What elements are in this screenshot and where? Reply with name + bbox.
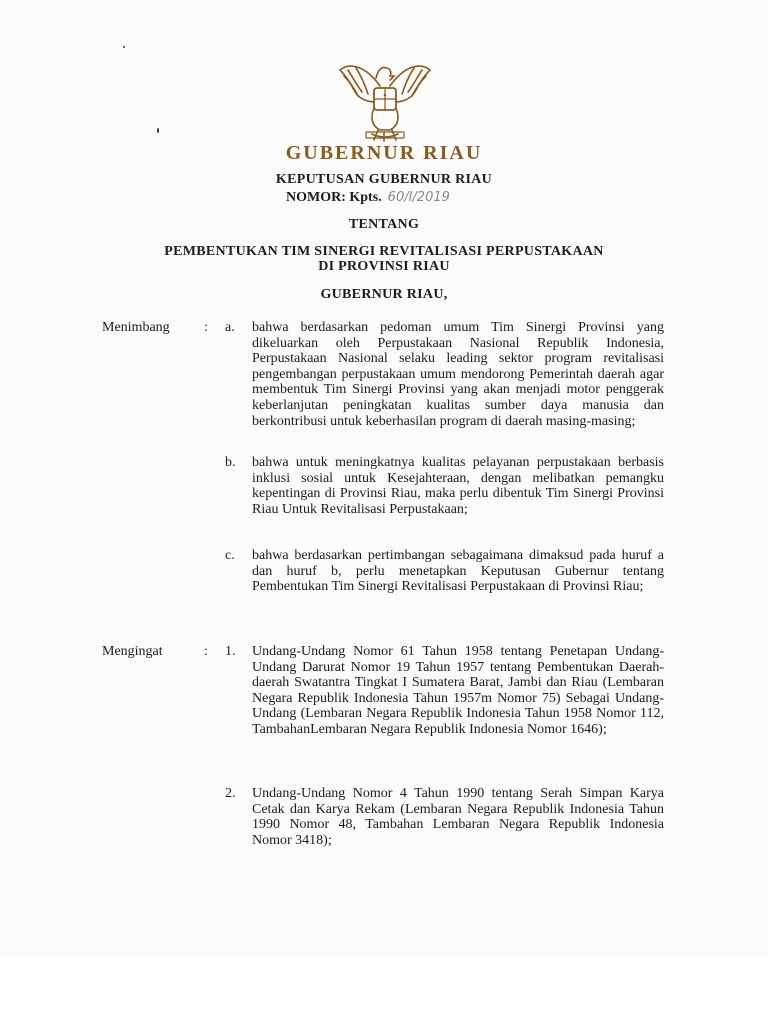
legal-basis-clause: Undang-Undang Nomor 4 Tahun 1990 tentang Serah Simpan Karya Cetak dan Karya Rekam (Lembaran Negara Republik Indonesia Tahun 1990 Nomor 48, Tambahan Lembaran Negara Republik Indonesia Nomor 3418);	[252, 786, 664, 848]
issuer-heading: GUBERNUR RIAU,	[320, 287, 448, 302]
item-marker: c.	[225, 548, 235, 563]
about-heading: TENTANG	[348, 217, 420, 232]
governor-letterhead: GUBERNUR RIAU	[285, 142, 483, 164]
subject-line-2: DI PROVINSI RIAU	[318, 259, 450, 274]
legal-basis-clause: Undang-Undang Nomor 61 Tahun 1958 tentang Penetapan Undang-Undang Darurat Nomor 19 Tahun 1957 tentang Pembentukan Daerah-daerah Swatantra Tingkat I Sumatera Barat, Jambi dan Riau (Lembaran Negara Republik Indonesia Tahun 1957m Nomor 75) Sebagai Undang-Undang (Lembaran Negara Republik Indonesia Tahun 1958 Nomor 112, TambahanLembaran Negara Republik Indonesia Nomor 1646);	[252, 644, 664, 737]
item-marker: a.	[225, 320, 235, 335]
item-marker: 1.	[225, 644, 236, 659]
handwritten-number: 60/I/2019	[387, 190, 450, 205]
item-marker: b.	[225, 455, 236, 470]
menimbang-colon: :	[204, 320, 208, 335]
scan-speck	[123, 46, 125, 48]
considering-clause: bahwa berdasarkan pedoman umum Tim Sinergi Provinsi yang dikeluarkan oleh Perpustakaan Nasional Republik Indonesia, Perpustakaan Nasional selaku leading sektor program revitalisasi pengembangan perpustakaan umum mendorong Pemerintah daerah agar membentuk Tim Sinergi Provinsi yang akan menjadi motor penggerak keberlanjutan peningkatan kualitas sumber daya manusia dan berkontribusi untuk keberhasilan program di daerah masing-masing;	[252, 320, 664, 429]
menimbang-label: Menimbang	[102, 320, 170, 335]
item-marker: 2.	[225, 786, 236, 801]
considering-clause: bahwa berdasarkan pertimbangan sebagaimana dimaksud pada huruf a dan huruf b, perlu menetapkan Keputusan Gubernur tentang Pembentukan Tim Sinergi Revitalisasi Perpustakaan di Provinsi Riau;	[252, 548, 664, 595]
subject-line-1: PEMBENTUKAN TIM SINERGI REVITALISASI PERPUSTAKAAN	[164, 244, 604, 259]
decree-title: KEPUTUSAN GUBERNUR RIAU	[275, 172, 493, 187]
page-margin	[0, 958, 768, 1024]
mengingat-label: Mengingat	[102, 644, 163, 659]
decree-number	[286, 190, 450, 206]
scan-speck	[157, 128, 159, 133]
garuda-emblem-icon	[336, 56, 434, 142]
considering-clause: bahwa untuk meningkatnya kualitas pelayanan perpustakaan berbasis inklusi sosial untuk Kesejahteraan, dengan melibatkan pemangku kepentingan di Provinsi Riau, maka perlu dibentuk Tim Sinergi Provinsi Riau Untuk Revitalisasi Perpustakaan;	[252, 455, 664, 517]
decree-number-label: NOMOR: Kpts.	[286, 190, 382, 205]
mengingat-colon: :	[204, 644, 208, 659]
